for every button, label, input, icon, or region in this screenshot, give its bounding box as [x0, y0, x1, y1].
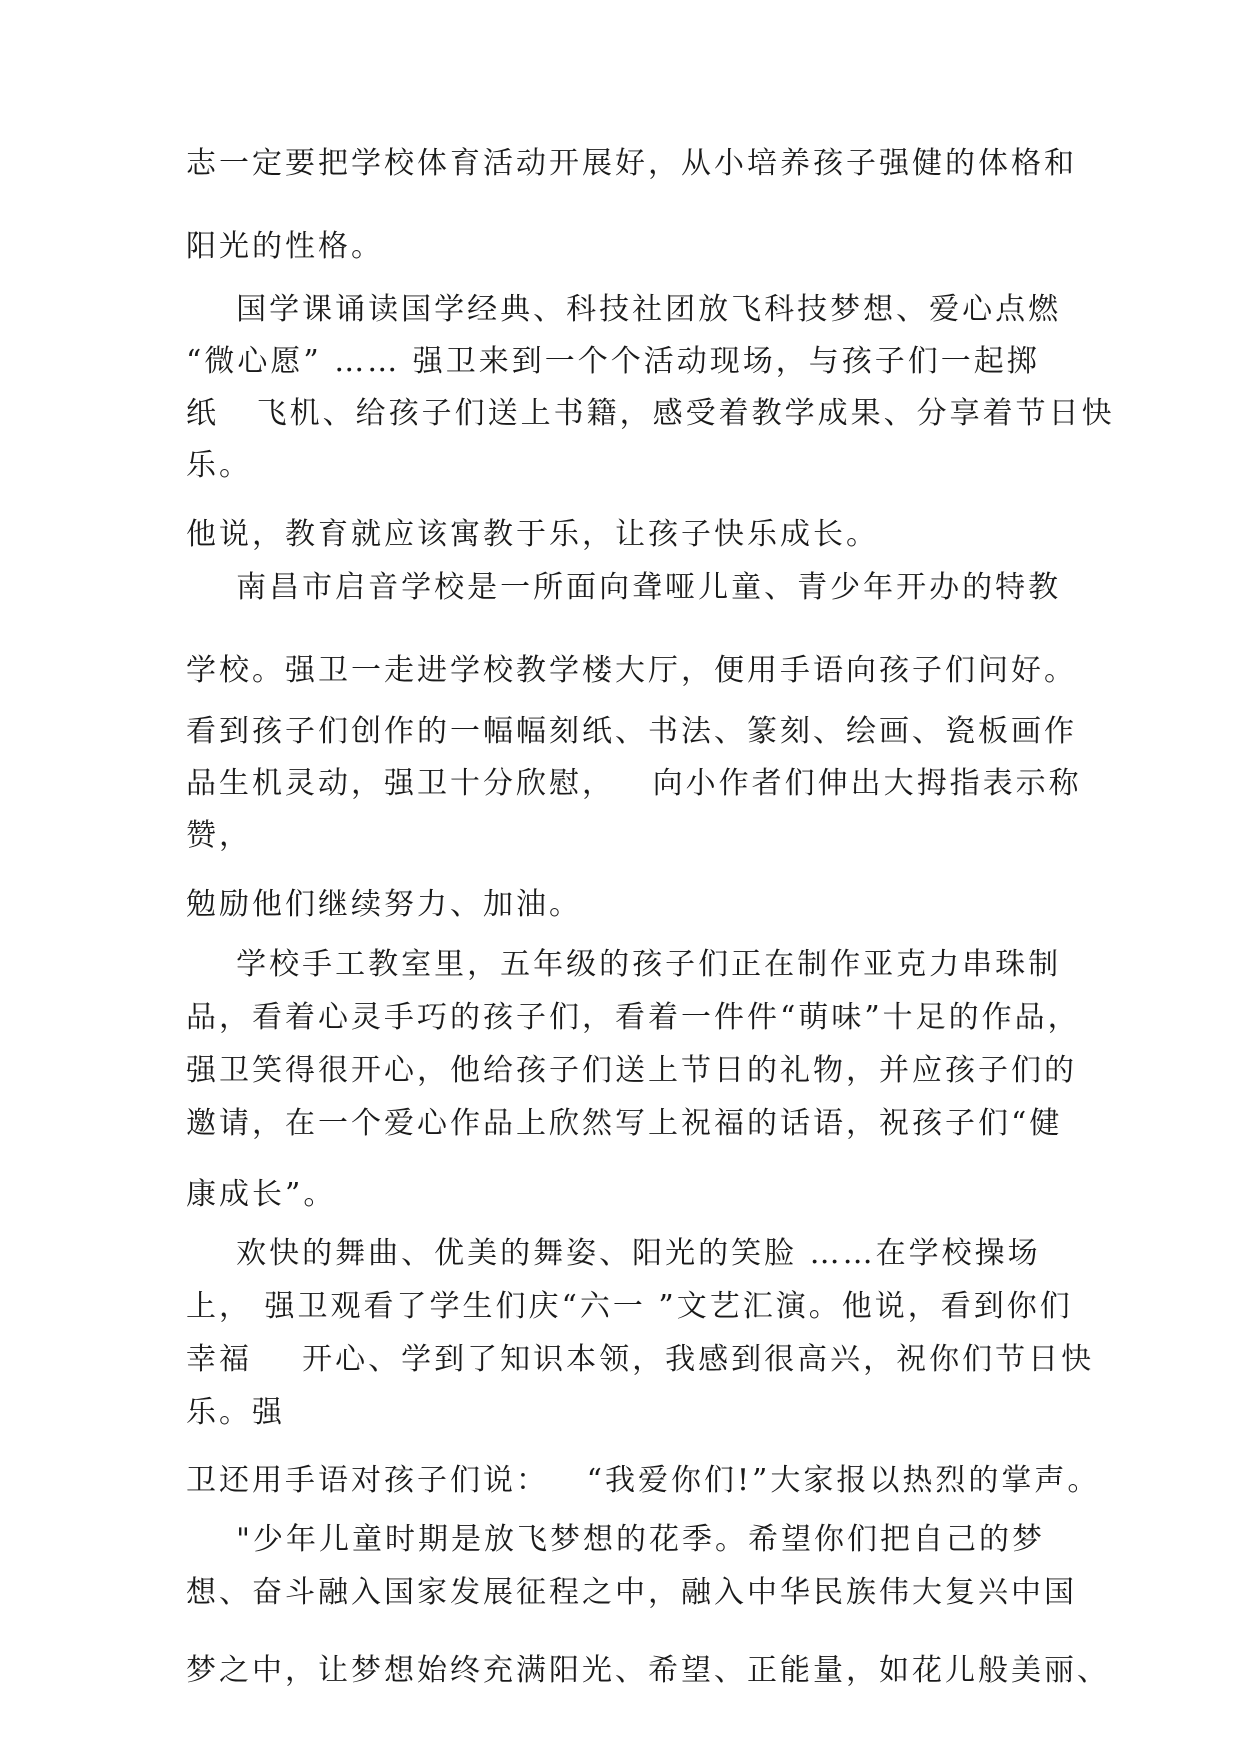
text-line: 国学课诵读国学经典、科技社团放飞科技梦想、爱心点燃	[186, 292, 1062, 327]
text-line: 志一定要把学校体育活动开展好，从小培养孩子强健的体格和	[186, 146, 1077, 181]
text-line: “微心愿” …… 强卫来到一个个活动现场，与孩子们一起掷	[186, 344, 1040, 379]
text-line: 学校手工教室里，五年级的孩子们正在制作亚克力串珠制	[186, 947, 1062, 982]
text-line: 品，看着心灵手巧的孩子们，看着一件件“萌味”十足的作品，	[186, 1000, 1081, 1035]
text-line: 南昌市启音学校是一所面向聋哑儿童、青少年开办的特教	[186, 570, 1062, 605]
text-line: 阳光的性格。	[186, 229, 384, 264]
text-line: 勉励他们继续努力、加油。	[186, 887, 582, 922]
text-line: 邀请，在一个爱心作品上欣然写上祝福的话语，祝孩子们“健	[186, 1106, 1063, 1141]
text-line: 他说，教育就应该寓教于乐，让孩子快乐成长。	[186, 517, 879, 552]
text-line: 乐。	[186, 448, 252, 483]
text-line: "少年儿童时期是放飞梦想的花季。希望你们把自己的梦	[186, 1522, 1045, 1557]
text-line: 梦之中，让梦想始终充满阳光、希望、正能量，如花儿般美丽、	[186, 1653, 1110, 1688]
text-line: 赞，	[186, 818, 252, 853]
text-line: 上， 强卫观看了学生们庆“六一 ”文艺汇演。他说，看到你们	[186, 1289, 1073, 1324]
text-line: 幸福 开心、学到了知识本领，我感到很高兴，祝你们节日快	[186, 1342, 1095, 1377]
text-line: 康成长”。	[186, 1177, 337, 1212]
text-line: 强卫笑得很开心，他给孩子们送上节日的礼物，并应孩子们的	[186, 1053, 1077, 1088]
text-line: 想、奋斗融入国家发展征程之中，融入中华民族伟大复兴中国	[186, 1575, 1077, 1610]
text-line: 纸 飞机、给孩子们送上书籍，感受着教学成果、分享着节日快	[186, 396, 1115, 431]
text-line: 卫还用手语对孩子们说： “我爱你们!”大家报以热烈的掌声。	[186, 1463, 1101, 1498]
text-line: 品生机灵动，强卫十分欣慰， 向小作者们伸出大拇指表示称	[186, 766, 1082, 801]
text-line: 看到孩子们创作的一幅幅刻纸、书法、篆刻、绘画、瓷板画作	[186, 714, 1077, 749]
text-line: 欢快的舞曲、优美的舞姿、阳光的笑脸 ……在学校操场	[186, 1236, 1041, 1271]
text-line: 学校。强卫一走进学校教学楼大厅，便用手语向孩子们问好。	[186, 653, 1077, 688]
text-line: 乐。强	[186, 1395, 285, 1430]
